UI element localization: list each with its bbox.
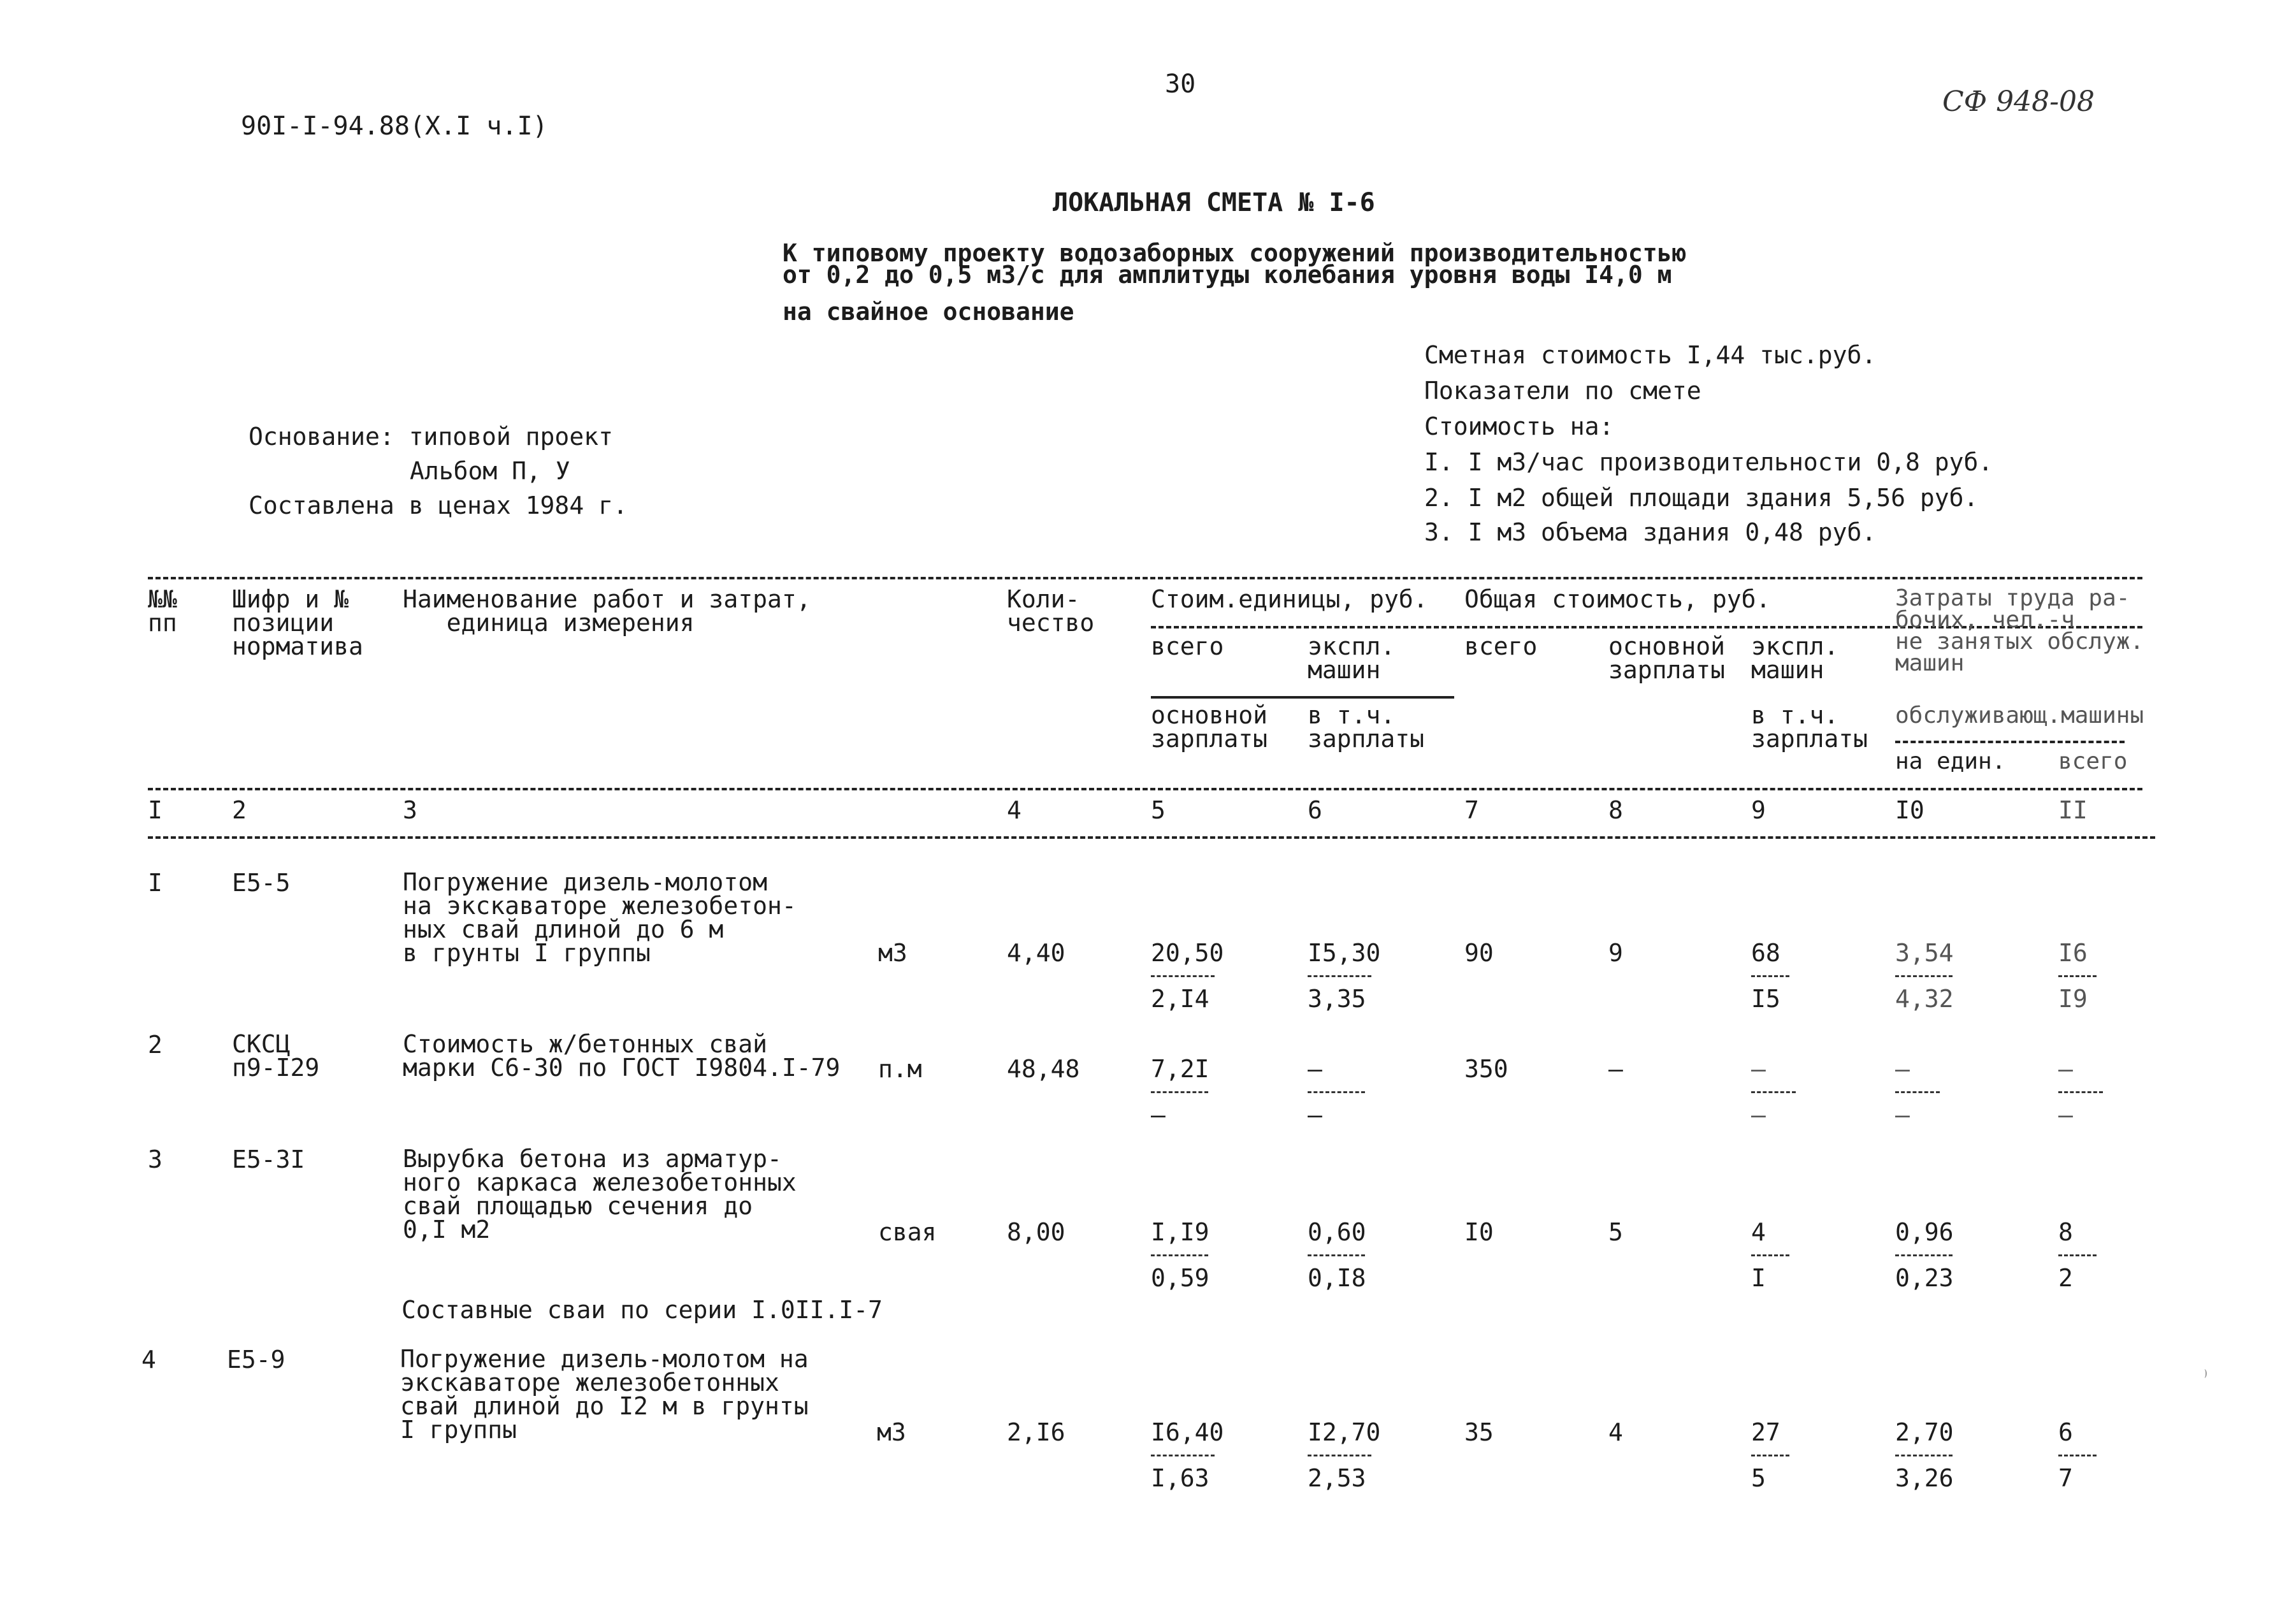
col-number: 2	[232, 796, 247, 824]
row-2-labor-per-unit: –	[1895, 1055, 1910, 1083]
col-header-unit-machines: экспл. машин	[1308, 632, 1396, 684]
row-1-unit-total-divider	[1151, 975, 1215, 977]
row-2-unit-base-wages: –	[1151, 1101, 1166, 1129]
col-header-base-wages: основной зарплаты	[1608, 632, 1726, 684]
col-number: 9	[1751, 796, 1766, 824]
row-4-machines: 27	[1751, 1418, 1780, 1446]
col-header-unit-incl-wages: в т.ч. зарплаты	[1308, 701, 1425, 753]
row-4-labor-per-unit-machines: 3,26	[1895, 1464, 1954, 1492]
row-2-code: СКСЦ п9-I29	[232, 1030, 320, 1082]
row-3-total: I0	[1464, 1218, 1494, 1246]
col-number: I	[148, 796, 162, 824]
row-2-unit-incl-wages: –	[1308, 1101, 1322, 1129]
row-4-unit-total-divider	[1151, 1455, 1215, 1456]
row-2-labor-total: –	[2058, 1055, 2073, 1083]
row-4-incl-wages: 5	[1751, 1464, 1766, 1492]
table-top-rule	[148, 577, 2142, 579]
row-2-labor-divider	[1895, 1091, 1940, 1093]
row-3-code: Е5-3I	[232, 1145, 305, 1173]
row-4-number: 4	[141, 1346, 156, 1374]
row-1-machines-divider	[1751, 975, 1789, 977]
col-header-labor-machines: обслуживающ.машины	[1895, 702, 2144, 729]
indicator-item-1: I. I м3/час производительности 0,8 руб.	[1424, 448, 1993, 476]
row-3-machines-divider	[1751, 1254, 1789, 1256]
row-1-labor-total-divider	[2058, 975, 2097, 977]
col-number: 4	[1007, 796, 1022, 824]
page-number: 30	[1165, 69, 1196, 99]
column-numbers-bottom-rule	[148, 836, 2155, 839]
col-header-unit-total: всего	[1151, 632, 1224, 660]
col-header-unit-base-wages: основной зарплаты	[1151, 701, 1268, 753]
col-header-incl-wages: в т.ч. зарплаты	[1751, 701, 1868, 753]
row-1-unit: м3	[878, 939, 907, 967]
row-1-name: Погружение дизель-молотом на экскаваторе железобетон- ных свай длиной до 6 м в грунты I группы	[403, 868, 797, 967]
row-2-incl-wages: –	[1751, 1101, 1766, 1129]
row-4-labor-divider	[1895, 1455, 1953, 1456]
basis-line-1: Основание: типовой проект	[249, 423, 613, 451]
row-3-unit-base-wages: 0,59	[1151, 1264, 1209, 1292]
row-2-unit-total: 7,2I	[1151, 1055, 1209, 1083]
row-3-number: 3	[148, 1145, 162, 1173]
indicator-item-3: 3. I м3 объема здания 0,48 руб.	[1424, 518, 1877, 546]
estimate-title: ЛОКАЛЬНАЯ СМЕТА № I-6	[1053, 188, 1375, 217]
row-3-unit: свая	[878, 1218, 937, 1246]
col-header-number: №№ пп	[148, 585, 177, 637]
row-1-code: Е5-5	[232, 869, 291, 897]
row-3-incl-wages: I	[1751, 1264, 1766, 1292]
row-1-labor-total-machines: I9	[2058, 985, 2088, 1013]
row-4-unit-machines-divider	[1308, 1455, 1371, 1456]
estimated-cost: Сметная стоимость I,44 тыс.руб.	[1424, 341, 1877, 369]
row-3-unit-total-divider	[1151, 1254, 1208, 1256]
row-3-labor-total-divider	[2058, 1254, 2097, 1256]
row-1-incl-wages: I5	[1751, 985, 1780, 1013]
col-number: 6	[1308, 796, 1322, 824]
row-4-unit-machines: I2,70	[1308, 1418, 1381, 1446]
col-number: 3	[403, 796, 417, 824]
row-1-unit-base-wages: 2,I4	[1151, 985, 1209, 1013]
basis-line-2: Альбом П, У	[410, 457, 570, 485]
row-3-labor-per-unit: 0,96	[1895, 1218, 1954, 1246]
row-3-unit-machines-divider	[1308, 1254, 1365, 1256]
header-unit-cost-rule	[1151, 696, 1454, 699]
row-4-machines-divider	[1751, 1455, 1789, 1456]
col-header-labor-per-unit: на един.	[1895, 748, 2006, 774]
row-4-unit-incl-wages: 2,53	[1308, 1464, 1366, 1492]
row-4-labor-total-divider	[2058, 1455, 2097, 1456]
row-4-code: Е5-9	[227, 1346, 285, 1374]
row-1-quantity: 4,40	[1007, 939, 1065, 967]
row-1-unit-machines-divider	[1308, 975, 1371, 977]
col-header-quantity: Коли- чество	[1007, 585, 1095, 637]
row-2-total: 350	[1464, 1055, 1508, 1083]
row-3-unit-machines: 0,60	[1308, 1218, 1366, 1246]
row-2-base-wages: –	[1608, 1055, 1623, 1083]
row-3-labor-total-machines: 2	[2058, 1264, 2073, 1292]
row-2-labor-per-unit-machines: –	[1895, 1101, 1910, 1129]
subtitle-line-3: на свайное основание	[783, 298, 1074, 326]
scan-artifact	[2202, 1369, 2207, 1378]
row-1-unit-incl-wages: 3,35	[1308, 985, 1366, 1013]
row-3-labor-per-unit-machines: 0,23	[1895, 1264, 1954, 1292]
row-1-total: 90	[1464, 939, 1494, 967]
col-header-code: Шифр и № позиции норматива	[232, 585, 363, 660]
row-4-total: 35	[1464, 1418, 1494, 1446]
col-header-total-cost: Общая стоимость, руб.	[1464, 585, 1771, 613]
row-3-labor-divider	[1895, 1254, 1953, 1256]
subtitle-line-2: от 0,2 до 0,5 м3/с для амплитуды колебания уровня воды I4,0 м	[783, 261, 1672, 289]
row-4-unit: м3	[877, 1418, 906, 1446]
row-4-quantity: 2,I6	[1007, 1418, 1065, 1446]
row-1-unit-total: 20,50	[1151, 939, 1224, 967]
row-1-labor-per-unit-machines: 4,32	[1895, 985, 1954, 1013]
col-number: I0	[1895, 796, 1924, 824]
row-4-unit-base-wages: I,63	[1151, 1464, 1209, 1492]
row-2-number: 2	[148, 1031, 162, 1059]
row-4-labor-total: 6	[2058, 1418, 2073, 1446]
col-header-unit-cost: Стоим.единицы, руб.	[1151, 585, 1428, 613]
document-code: 90I-I-94.88(X.I ч.I)	[241, 112, 548, 141]
row-2-unit-machines: –	[1308, 1055, 1322, 1083]
row-3-labor-total: 8	[2058, 1218, 2073, 1246]
row-3-unit-total: I,I9	[1151, 1218, 1209, 1246]
row-1-base-wages: 9	[1608, 939, 1623, 967]
row-4-name: Погружение дизель-молотом на экскаваторе железобетонных свай длиной до I2 м в грунты I группы	[400, 1345, 809, 1444]
row-3-name: Вырубка бетона из арматур- ного каркаса железобетонных свай площадью сечения до 0,I м2	[403, 1145, 797, 1244]
archive-stamp: СФ 948-08	[1942, 85, 2095, 118]
col-header-labor: Затраты труда ра- бочих, чел.-ч не занятых обслуж. машин	[1895, 585, 2144, 676]
row-2-labor-total-machines: –	[2058, 1101, 2073, 1129]
header-labor-rule	[1895, 741, 2125, 743]
row-1-unit-machines: I5,30	[1308, 939, 1381, 967]
row-2-unit-total-divider	[1151, 1091, 1208, 1093]
col-number: 7	[1464, 796, 1479, 824]
indicators-heading: Показатели по смете	[1424, 377, 1701, 405]
row-1-labor-total: I6	[2058, 939, 2088, 967]
row-2-machines: –	[1751, 1055, 1766, 1083]
row-3-base-wages: 5	[1608, 1218, 1623, 1246]
basis-line-3: Составлена в ценах 1984 г.	[249, 491, 628, 519]
subtitle-line-1: К типовому проекту водозаборных сооружений производительностью	[783, 239, 1687, 267]
row-1-labor-divider	[1895, 975, 1953, 977]
column-numbers-top-rule	[148, 788, 2142, 790]
row-2-name: Стоимость ж/бетонных свай марки С6-30 по ГОСТ I9804.I-79	[403, 1030, 841, 1082]
row-2-unit: п.м	[878, 1055, 922, 1083]
indicator-item-2: 2. I м2 общей площади здания 5,56 руб.	[1424, 484, 1979, 512]
col-header-name: Наименование работ и затрат, единица измерения	[403, 585, 811, 637]
row-2-labor-total-divider	[2058, 1091, 2103, 1093]
row-2-quantity: 48,48	[1007, 1055, 1080, 1083]
col-number: 8	[1608, 796, 1623, 824]
section-label: Составные сваи по серии I.0II.I-7	[401, 1296, 883, 1324]
row-1-machines: 68	[1751, 939, 1780, 967]
row-1-number: I	[148, 869, 162, 897]
col-header-machines: экспл. машин	[1751, 632, 1839, 684]
row-4-labor-per-unit: 2,70	[1895, 1418, 1954, 1446]
col-number: II	[2058, 796, 2088, 824]
cost-per-heading: Стоимость на:	[1424, 412, 1614, 440]
row-3-unit-incl-wages: 0,I8	[1308, 1264, 1366, 1292]
row-3-machines: 4	[1751, 1218, 1766, 1246]
row-4-base-wages: 4	[1608, 1418, 1623, 1446]
col-number: 5	[1151, 796, 1166, 824]
row-1-labor-per-unit: 3,54	[1895, 939, 1954, 967]
col-header-total: всего	[1464, 632, 1538, 660]
col-header-labor-total: всего	[2058, 748, 2128, 774]
row-4-labor-total-machines: 7	[2058, 1464, 2073, 1492]
row-4-unit-total: I6,40	[1151, 1418, 1224, 1446]
row-2-unit-machines-divider	[1308, 1091, 1365, 1093]
row-2-machines-divider	[1751, 1091, 1796, 1093]
row-3-quantity: 8,00	[1007, 1218, 1065, 1246]
